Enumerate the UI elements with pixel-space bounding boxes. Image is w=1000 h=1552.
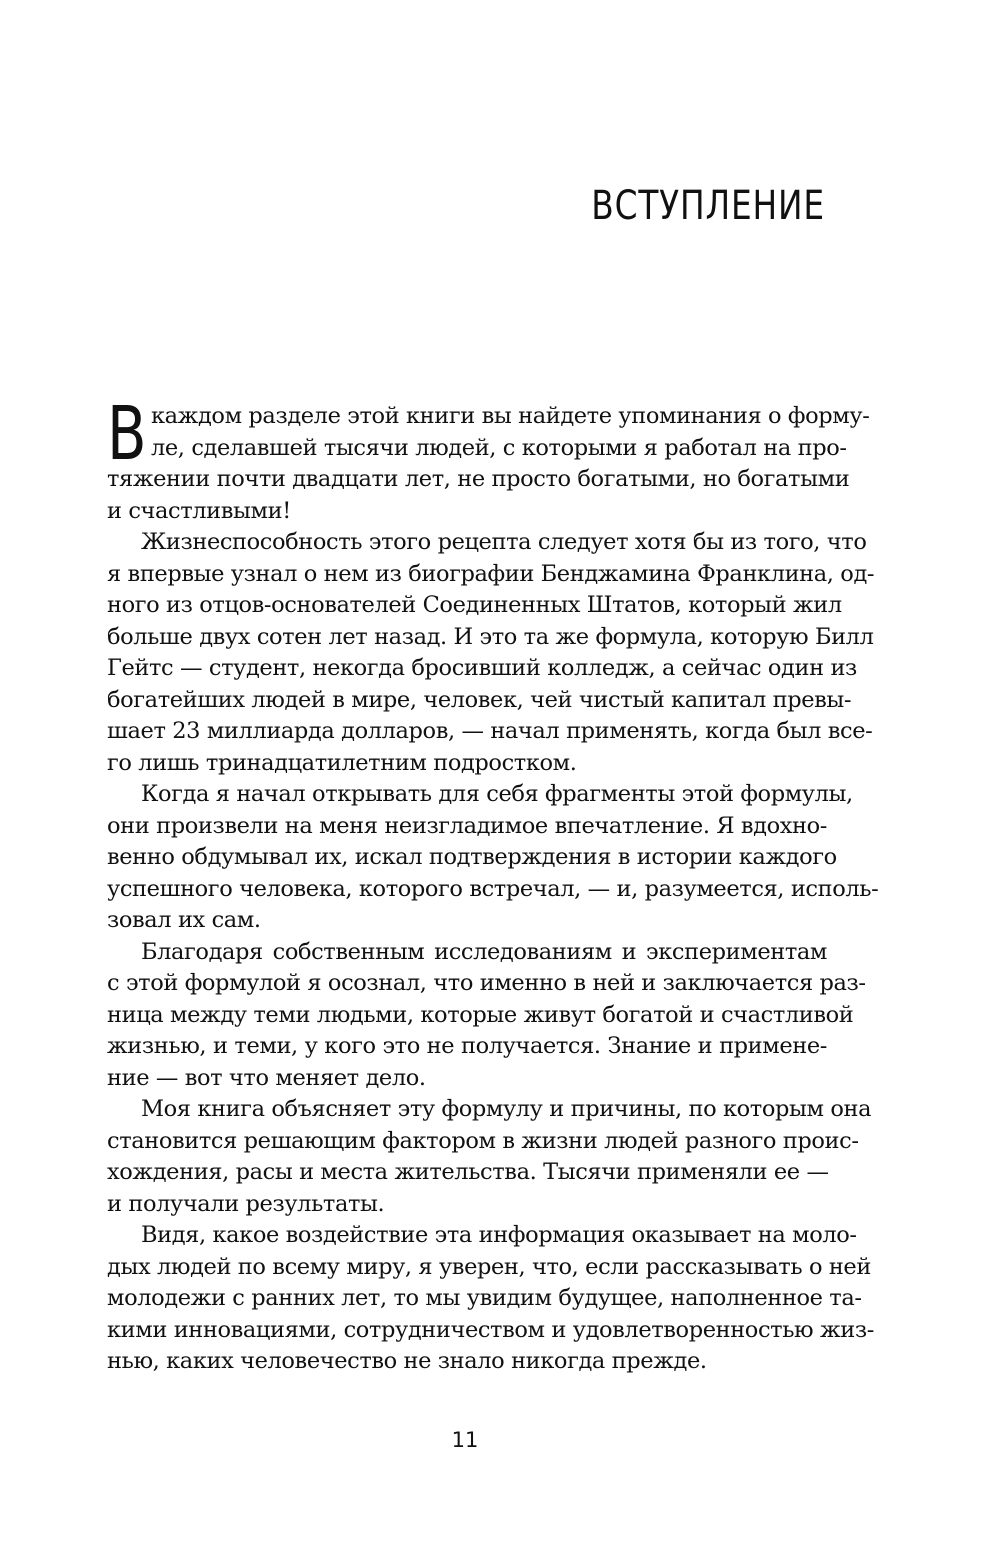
text-line: дых людей по всему миру, я уверен, что, если рассказывать о ней	[107, 1253, 871, 1280]
text-line: и счастливыми!	[107, 497, 291, 524]
text-line: ного из отцов-основателей Соединенных Штатов, который жил	[107, 592, 842, 618]
paragraph	[107, 937, 866, 1095]
text-line: ние — вот что меняет дело.	[107, 1064, 426, 1091]
text-line: Жизнеспособность этого рецепта следует хотя бы из того, что	[141, 529, 867, 555]
text-line: я впервые узнал о нем из биографии Бенджамина Франклина, од-	[107, 560, 875, 587]
text-line: и получали результаты.	[107, 1190, 385, 1217]
paragraph	[107, 779, 879, 937]
text-line: успешного человека, которого встречал, — и, разумеется, исполь-	[107, 875, 879, 902]
body-text	[107, 391, 879, 1378]
text-line: богатейших людей в мире, человек, чей чистый капитал превы-	[107, 686, 852, 713]
text-line: каждом разделе этой книги вы найдете упоминания о форму-	[151, 403, 870, 429]
text-line: тяжении почти двадцати лет, не просто богатыми, но богатыми	[107, 466, 850, 492]
chapter-title: ВСТУПЛЕНИЕ	[591, 183, 825, 229]
text-line: го лишь тринадцатилетним подростком.	[107, 749, 577, 776]
text-line: Видя, какое воздействие эта информация оказывает на моло-	[141, 1222, 857, 1248]
paragraph	[107, 401, 870, 527]
text-line: Когда я начал открывать для себя фрагменты этой формулы,	[141, 781, 853, 807]
text-line: шает 23 миллиарда долларов, — начал применять, когда был все-	[107, 718, 873, 744]
drop-cap: В	[107, 391, 147, 477]
text-line: зовал их сам.	[107, 907, 261, 933]
text-line: Благодаря собственным исследованиям и экспериментам	[141, 938, 827, 965]
text-line: они произвели на меня неизгладимое впечатление. Я вдохно-	[107, 812, 827, 839]
text-line: венно обдумывал их, искал подтверждения в истории каждого	[107, 844, 837, 870]
text-line: жизнью, и теми, у кого это не получается. Знание и примене-	[107, 1033, 827, 1059]
text-line: становится решающим фактором в жизни людей разного проис-	[107, 1127, 859, 1154]
text-line: ница между теми людьми, которые живут богатой и счастливой	[107, 1001, 854, 1028]
text-line: молодежи с ранних лет, то мы увидим будущее, наполненное та-	[107, 1285, 862, 1311]
text-line: Гейтс — студент, некогда бросивший колледж, а сейчас один из	[107, 655, 857, 681]
paragraph	[107, 1094, 872, 1220]
text-line: с этой формулой я осознал, что именно в ней и заключается раз-	[107, 970, 866, 996]
text-line: больше двух сотен лет назад. И это та же формула, которую Билл	[107, 623, 874, 650]
text-line: хождения, расы и места жительства. Тысячи применяли ее —	[107, 1159, 829, 1185]
text-line: ле, сделавшей тысячи людей, с которыми я работал на про-	[151, 434, 847, 461]
page-number: 11	[451, 1428, 479, 1452]
paragraph	[107, 527, 875, 779]
text-line: Моя книга объясняет эту формулу и причины, по которым она	[141, 1096, 872, 1122]
text-line: нью, каких человечество не знало никогда прежде.	[107, 1348, 707, 1374]
text-line: кими инновациями, сотрудничеством и удовлетворенностью жиз-	[107, 1316, 874, 1343]
paragraph	[107, 1220, 874, 1378]
